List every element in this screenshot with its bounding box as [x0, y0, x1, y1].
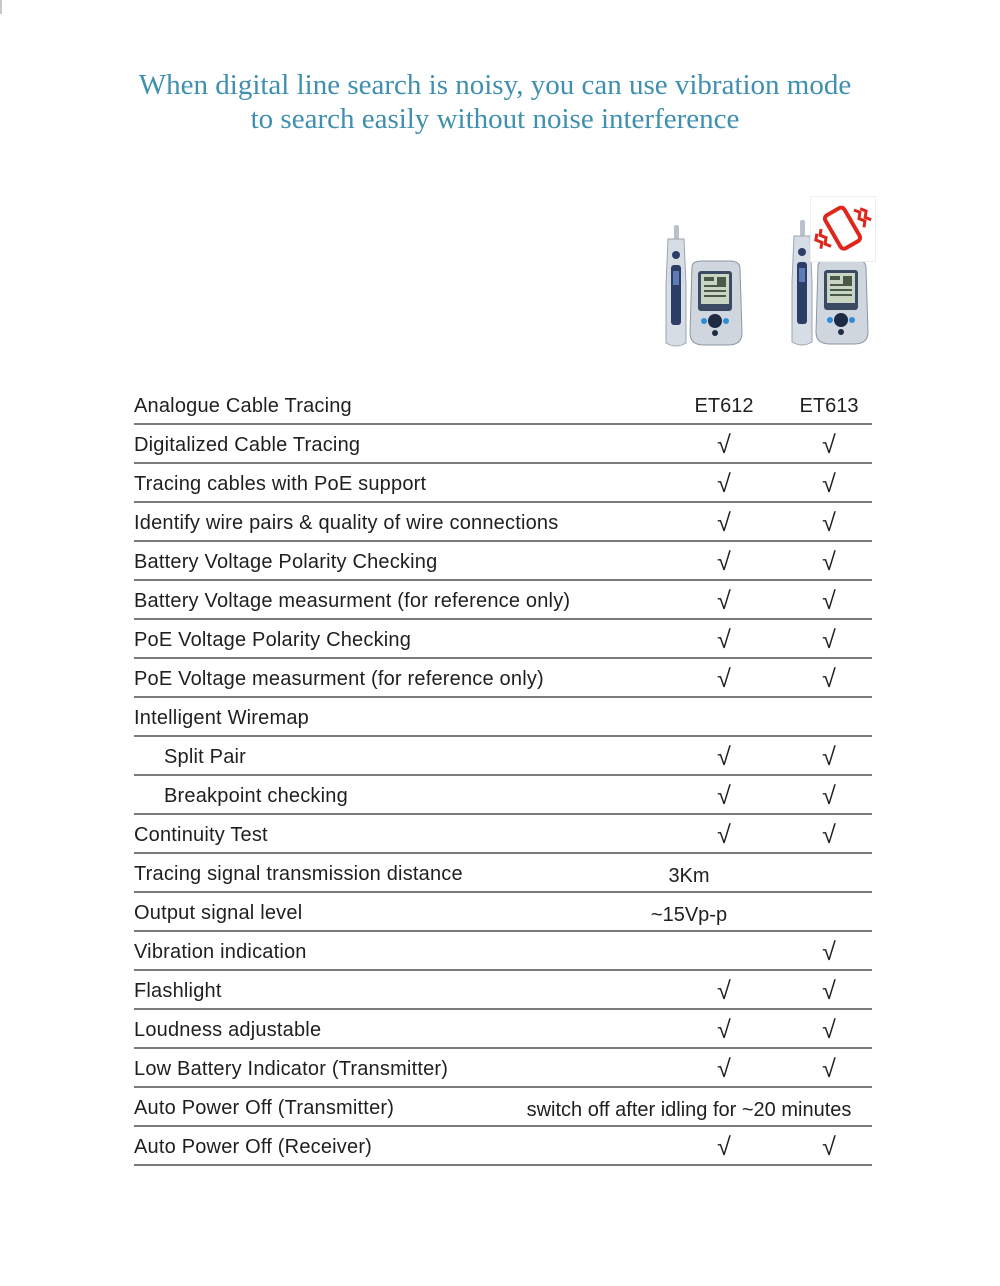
- table-body: [134, 425, 872, 1166]
- table-cell-et612: √: [717, 431, 731, 459]
- table-cell-et612: √: [717, 548, 731, 576]
- table-row: [134, 776, 872, 815]
- table-cell-et612: √: [717, 743, 731, 771]
- column-header-et613: ET613: [799, 395, 859, 417]
- table-cell-et612: √: [717, 587, 731, 615]
- table-cell-et612: √: [717, 782, 731, 810]
- table-row: [134, 659, 872, 698]
- table-cell-et612: √: [717, 1055, 731, 1083]
- table-cell-et613: √: [822, 1133, 836, 1161]
- table-row-label: Intelligent Wiremap: [134, 707, 309, 729]
- table-row: [134, 542, 872, 581]
- product-image-et613: [786, 196, 878, 353]
- table-cell-et613: √: [822, 431, 836, 459]
- table-row-label: Split Pair: [164, 746, 247, 768]
- table-row: [134, 503, 872, 542]
- table-header-row: [134, 386, 872, 425]
- table-cell-et613: √: [822, 977, 836, 1005]
- table-row-label: Low Battery Indicator (Transmitter): [134, 1058, 449, 1080]
- table-cell-et613: √: [822, 470, 836, 498]
- table-cell-et612: √: [717, 1133, 731, 1161]
- spec-comparison-table: [134, 386, 872, 1166]
- table-cell-et613: √: [822, 1016, 836, 1044]
- table-row-label: Auto Power Off (Receiver): [134, 1136, 373, 1158]
- table-row-label: Flashlight: [134, 980, 222, 1002]
- headline-line-2: to search easily without noise interference: [250, 103, 740, 135]
- table-cell-shared-value: switch off after idling for ~20 minutes: [526, 1099, 852, 1121]
- table-row: [134, 854, 872, 893]
- table-cell-et612: √: [717, 665, 731, 693]
- product-image-et612: [662, 225, 752, 355]
- table-row: [134, 1088, 872, 1127]
- table-row: [134, 893, 872, 932]
- table-row-label: Loudness adjustable: [134, 1019, 322, 1041]
- table-cell-et613: √: [822, 509, 836, 537]
- table-cell-et612: √: [717, 821, 731, 849]
- table-cell-et613: √: [822, 1055, 836, 1083]
- table-cell-et613: √: [822, 821, 836, 849]
- table-row-label: Vibration indication: [134, 941, 307, 963]
- table-cell-et613: √: [822, 626, 836, 654]
- column-header-et612: ET612: [694, 395, 754, 417]
- table-row: [134, 1127, 872, 1166]
- vibrating-phone-icon: [810, 196, 876, 262]
- table-row-label: Battery Voltage Polarity Checking: [134, 551, 438, 573]
- table-cell-et613: √: [822, 938, 836, 966]
- table-row: [134, 737, 872, 776]
- table-row-label: Breakpoint checking: [164, 785, 348, 807]
- cable-tracer-device-icon: [662, 225, 752, 350]
- table-row-label: Identify wire pairs & quality of wire connections: [134, 512, 559, 534]
- table-row-label: Digitalized Cable Tracing: [134, 434, 361, 456]
- corner-mark: [0, 0, 2, 14]
- table-row-label: Auto Power Off (Transmitter): [134, 1097, 395, 1119]
- table-row: [134, 581, 872, 620]
- table-row-label: PoE Voltage measurment (for reference only): [134, 668, 544, 690]
- table-row-label: Output signal level: [134, 902, 303, 924]
- table-row: [134, 464, 872, 503]
- headline-line-1: When digital line search is noisy, you can use vibration mode: [138, 69, 852, 101]
- table-cell-et612: √: [717, 509, 731, 537]
- table-row: [134, 1049, 872, 1088]
- table-cell-et613: √: [822, 782, 836, 810]
- table-row-label: Analogue Cable Tracing: [134, 395, 352, 417]
- table-row: [134, 971, 872, 1010]
- table-row-label: Battery Voltage measurment (for reference only): [134, 590, 571, 612]
- headline: [0, 68, 990, 136]
- table-row: [134, 1010, 872, 1049]
- table-row: [134, 620, 872, 659]
- table-cell-shared-value: ~15Vp-p: [650, 904, 728, 926]
- table-row: [134, 815, 872, 854]
- table-row-label: Tracing signal transmission distance: [134, 863, 463, 885]
- table-row-label: Tracing cables with PoE support: [134, 473, 427, 495]
- table-row-label: Continuity Test: [134, 824, 268, 846]
- table-row: [134, 698, 872, 737]
- table-cell-et613: √: [822, 743, 836, 771]
- table-cell-et612: √: [717, 626, 731, 654]
- table-cell-et612: √: [717, 977, 731, 1005]
- table-cell-et613: √: [822, 665, 836, 693]
- table-cell-et612: √: [717, 1016, 731, 1044]
- table-row-label: PoE Voltage Polarity Checking: [134, 629, 412, 651]
- table-cell-et613: √: [822, 548, 836, 576]
- table-row: [134, 425, 872, 464]
- table-row: [134, 932, 872, 971]
- table-cell-shared-value: 3Km: [668, 865, 710, 887]
- table-cell-et613: √: [822, 587, 836, 615]
- table-cell-et612: √: [717, 470, 731, 498]
